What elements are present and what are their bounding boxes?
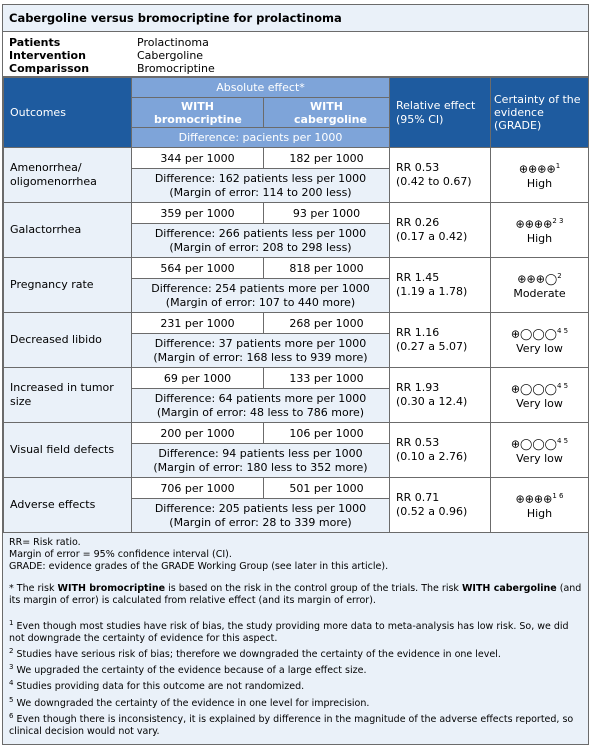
abbrev-note: RR= Risk ratio. — [9, 537, 81, 548]
patients-row — [9, 36, 209, 49]
certainty-cell — [491, 313, 589, 368]
cabergoline-risk: 93 per 1000 — [264, 203, 390, 224]
outcome-name: Amenorrhea/ oligomenorrhea — [4, 148, 132, 203]
footnote-ref: 2 3 — [552, 216, 564, 225]
difference-text: Difference: 162 patients less per 1000 — [154, 171, 367, 185]
footnote-ref: 4 5 — [557, 381, 569, 390]
difference-text: Difference: 94 patients less per 1000 — [158, 446, 363, 460]
difference-cell — [132, 389, 390, 423]
certainty-level: High — [526, 507, 553, 521]
footnote-number: 2 — [9, 647, 14, 656]
confidence-interval: (0.42 to 0.67) — [396, 175, 472, 188]
footnote-ref: 4 5 — [557, 326, 569, 335]
outcomes-table — [3, 77, 589, 533]
difference-text: Difference: 205 patients less per 1000 — [154, 501, 367, 515]
grade-symbols: ⊕◯◯◯ — [510, 382, 557, 396]
certainty-cell — [491, 148, 589, 203]
relative-effect — [390, 423, 491, 478]
footnote-ref: 1 — [555, 161, 561, 170]
cabergoline-risk: 818 per 1000 — [264, 258, 390, 279]
certainty-cell — [491, 423, 589, 478]
risk-note-text: * The risk — [9, 583, 58, 594]
outcome-name: Decreased libido — [4, 313, 132, 368]
margin-of-error: (Margin of error: 180 less to 352 more) — [153, 460, 368, 474]
margin-of-error: (Margin of error: 107 to 440 more) — [165, 295, 356, 309]
outcome-name: Galactorrhea — [4, 203, 132, 258]
margin-of-error: (Margin of error: 208 to 298 less) — [169, 240, 352, 254]
certainty-level: Moderate — [513, 287, 566, 301]
bromocriptine-risk: 344 per 1000 — [132, 148, 264, 169]
header-outcomes: Outcomes — [4, 78, 132, 148]
certainty-level: High — [526, 232, 553, 246]
footnote-number: 5 — [9, 695, 14, 704]
header-with-bromocriptine: WITH bromocriptine — [132, 98, 264, 128]
relative-effect — [390, 258, 491, 313]
cabergoline-risk: 106 per 1000 — [264, 423, 390, 444]
grade-symbols: ⊕⊕⊕⊕ — [515, 217, 553, 231]
risk-note-bold: WITH bromocriptine — [57, 583, 166, 594]
confidence-interval: (0.10 a 2.76) — [396, 450, 468, 463]
confidence-interval: (0.30 a 12.4) — [396, 395, 468, 408]
footnote — [9, 710, 582, 738]
table-row — [4, 258, 589, 279]
cabergoline-risk: 268 per 1000 — [264, 313, 390, 334]
table-row — [4, 423, 589, 444]
outcome-name: Increased in tumor size — [4, 368, 132, 423]
certainty-cell — [491, 203, 589, 258]
relative-effect — [390, 313, 491, 368]
bromocriptine-risk: 564 per 1000 — [132, 258, 264, 279]
margin-of-error: (Margin of error: 114 to 200 less) — [169, 185, 352, 199]
difference-cell — [132, 334, 390, 368]
cabergoline-risk: 182 per 1000 — [264, 148, 390, 169]
comparison-row — [9, 62, 215, 75]
risk-ratio: RR 0.53 — [396, 436, 440, 449]
header-certainty: Certainty of the evidence (GRADE) — [491, 78, 589, 148]
intervention-row — [9, 49, 203, 62]
footnote — [9, 694, 582, 710]
confidence-interval: (0.52 a 0.96) — [396, 505, 468, 518]
grade-symbols: ⊕⊕⊕⊕ — [518, 162, 556, 176]
footnote-number: 3 — [9, 663, 14, 672]
footnote-ref: 2 — [557, 271, 562, 280]
header-absolute-effect: Absolute effect* — [132, 78, 390, 98]
outcome-name: Pregnancy rate — [4, 258, 132, 313]
difference-text: Difference: 37 patients more per 1000 — [154, 336, 367, 350]
margin-of-error: (Margin of error: 48 less to 786 more) — [156, 405, 365, 419]
difference-text: Difference: 266 patients less per 1000 — [154, 226, 367, 240]
cabergoline-risk: 501 per 1000 — [264, 478, 390, 499]
comparison-value: Bromocriptine — [137, 62, 215, 75]
footnote — [9, 677, 582, 693]
footnote-text: We downgraded the certainty of the evidence in one level for imprecision. — [13, 697, 370, 709]
footnote — [9, 645, 582, 661]
patients-label: Patients — [9, 36, 61, 49]
footnote-text: Studies providing data for this outcome are not randomized. — [13, 681, 305, 693]
bromocriptine-risk: 231 per 1000 — [132, 313, 264, 334]
summary-of-findings-table — [2, 4, 589, 745]
table-title: Cabergoline versus bromocriptine for prolactinoma — [3, 5, 588, 32]
footnote-text: We upgraded the certainty of the evidence because of a large effect size. — [13, 665, 367, 677]
footnote-ref: 4 5 — [557, 436, 569, 445]
footnote-text: Even though most studies have risk of bias, the study providing more data to meta-analysis has low risk. So, we did not downgrade the certainty of evidence for this aspect. — [9, 621, 569, 645]
risk-note — [9, 583, 582, 607]
table-notes — [3, 533, 588, 744]
footnote-number: 4 — [9, 679, 14, 688]
bromocriptine-risk: 69 per 1000 — [132, 368, 264, 389]
abbrev-note: Margin of error = 95% confidence interval (CI). — [9, 549, 232, 560]
risk-ratio: RR 1.45 — [396, 271, 440, 284]
risk-ratio: RR 1.93 — [396, 381, 440, 394]
relative-effect — [390, 478, 491, 533]
header-with-cabergoline: WITH cabergoline — [264, 98, 390, 128]
risk-note-text: is based on the risk in the control group of the trials. The risk — [165, 583, 462, 594]
certainty-level: Very low — [516, 342, 563, 356]
certainty-cell — [491, 258, 589, 313]
footnote-ref: 1 6 — [552, 491, 564, 500]
relative-effect — [390, 368, 491, 423]
grade-symbols: ⊕⊕⊕◯ — [517, 272, 558, 286]
grade-symbols: ⊕◯◯◯ — [510, 327, 557, 341]
footnote-number: 6 — [9, 711, 14, 720]
outcome-name: Visual field defects — [4, 423, 132, 478]
difference-cell — [132, 444, 390, 478]
table-row — [4, 148, 589, 169]
footnote-text: Even though there is inconsistency, it is explained by difference in the magnitude of the adverse effects reported, so clinical decision would not vary. — [9, 713, 574, 737]
risk-ratio: RR 0.71 — [396, 491, 440, 504]
patients-value: Prolactinoma — [137, 36, 209, 49]
footnote-number: 1 — [9, 619, 14, 627]
table-row — [4, 203, 589, 224]
footnote-text: Studies have serious risk of bias; therefore we downgraded the certainty of the evidence in one level. — [13, 649, 501, 661]
bromocriptine-risk: 200 per 1000 — [132, 423, 264, 444]
certainty-level: Very low — [516, 397, 563, 411]
difference-text: Difference: 64 patients more per 1000 — [154, 391, 367, 405]
grade-symbols: ⊕◯◯◯ — [510, 437, 557, 451]
certainty-cell — [491, 368, 589, 423]
risk-note-text: (and its margin of error) is calculated from relative effect (and its margin of error). — [9, 583, 582, 606]
pico-block — [3, 32, 588, 77]
abbrev-note: GRADE: evidence grades of the GRADE Working Group (see later in this article). — [9, 561, 389, 572]
relative-effect — [390, 203, 491, 258]
risk-ratio: RR 0.53 — [396, 161, 440, 174]
risk-note-bold: WITH cabergoline — [461, 583, 557, 594]
header-relative-effect: Relative effect (95% CI) — [390, 78, 491, 148]
table-row — [4, 313, 589, 334]
intervention-value: Cabergoline — [137, 49, 204, 62]
grade-symbols: ⊕⊕⊕⊕ — [515, 492, 553, 506]
certainty-cell — [491, 478, 589, 533]
difference-text: Difference: 254 patients more per 1000 — [151, 281, 370, 295]
relative-effect — [390, 148, 491, 203]
bromocriptine-risk: 359 per 1000 — [132, 203, 264, 224]
risk-ratio: RR 0.26 — [396, 216, 440, 229]
footnote — [9, 661, 582, 677]
margin-of-error: (Margin of error: 168 less to 939 more) — [153, 350, 368, 364]
intervention-label: Intervention — [9, 49, 86, 62]
confidence-interval: (1.19 a 1.78) — [396, 285, 468, 298]
risk-ratio: RR 1.16 — [396, 326, 440, 339]
table-row — [4, 368, 589, 389]
comparison-label: Comparisson — [9, 62, 90, 75]
certainty-level: High — [526, 177, 553, 191]
outcome-name: Adverse effects — [4, 478, 132, 533]
certainty-level: Very low — [516, 452, 563, 466]
bromocriptine-risk: 706 per 1000 — [132, 478, 264, 499]
cabergoline-risk: 133 per 1000 — [264, 368, 390, 389]
difference-cell — [132, 499, 390, 533]
difference-cell — [132, 279, 390, 313]
difference-cell — [132, 169, 390, 203]
confidence-interval: (0.27 a 5.07) — [396, 340, 468, 353]
confidence-interval: (0.17 a 0.42) — [396, 230, 468, 243]
footnote — [9, 617, 582, 645]
margin-of-error: (Margin of error: 28 to 339 more) — [169, 515, 352, 529]
table-row — [4, 478, 589, 499]
difference-cell — [132, 224, 390, 258]
header-difference: Difference: pacients per 1000 — [132, 128, 390, 148]
